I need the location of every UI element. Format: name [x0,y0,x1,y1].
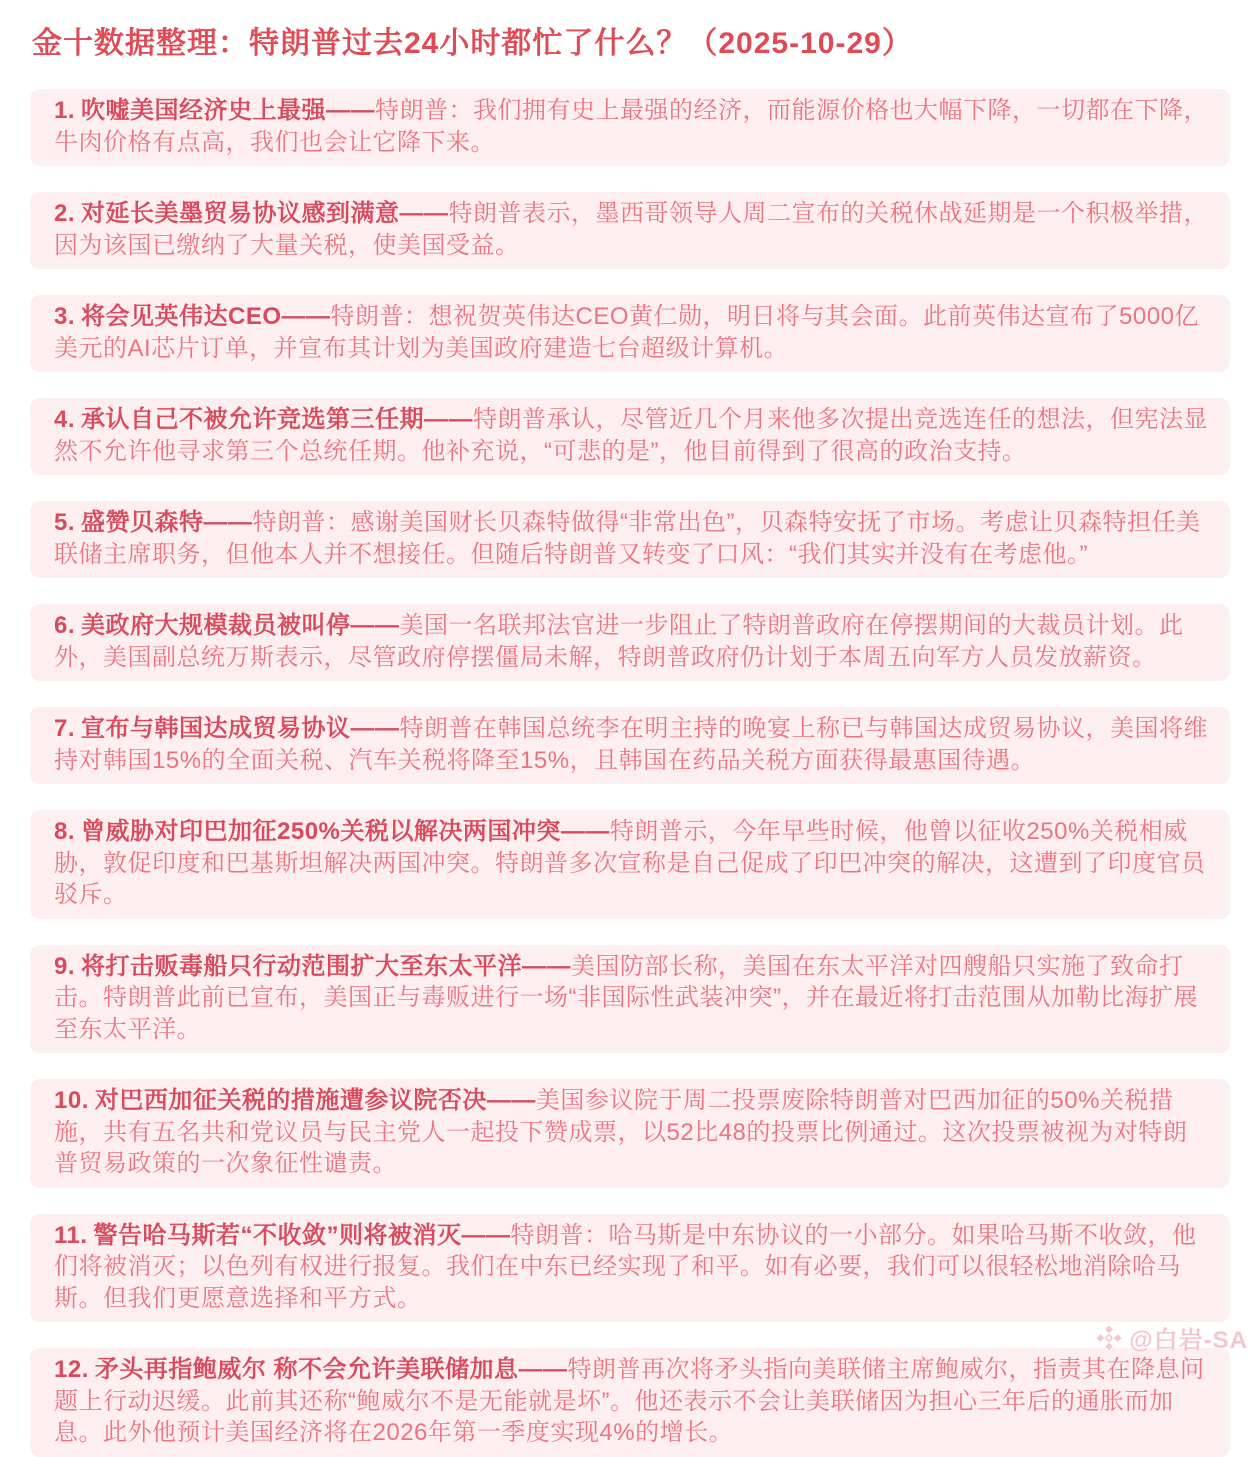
item-number: 8. [54,818,76,845]
news-item-10 [30,1079,1230,1188]
item-lead: 盛赞贝森特—— [81,509,253,536]
item-lead: 曾威胁对印巴加征250%关税以解决两国冲突—— [81,818,610,845]
item-body: 特朗普表示，墨西哥领导人周二宣布的关税休战延期是一个积极举措，因为该国已缴纳了大量关税，使美国受益。 [54,200,1209,259]
item-lead: 宣布与韩国达成贸易协议—— [81,715,400,742]
news-item-6 [30,604,1230,681]
item-number: 3. [54,303,76,330]
news-item-9 [30,945,1230,1054]
news-item-2 [30,192,1230,269]
item-body: 特朗普：哈马斯是中东协议的一小部分。如果哈马斯不收敛，他们将被消灭；以色列有权进行报复。我们在中东已经实现了和平。如有必要，我们可以很轻松地消除哈马斯。但我们更愿意选择和平方式。 [54,1221,1197,1312]
binance-diamond-icon [1094,1323,1124,1353]
news-item-4 [30,398,1230,475]
item-number: 10. [54,1087,89,1114]
item-body: 特朗普在韩国总统李在明主持的晚宴上称已与韩国达成贸易协议，美国将维持对韩国15%的全面关税、汽车关税将降至15%，且韩国在药品关税方面获得最惠国待遇。 [54,715,1209,774]
item-number: 1. [54,97,76,124]
item-lead: 警告哈马斯若“不收敛”则将被消灭—— [93,1221,511,1249]
item-lead: 将会见英伟达CEO—— [81,303,331,330]
news-item-12 [30,1348,1230,1457]
item-number: 4. [54,406,76,433]
item-number: 2. [54,200,76,227]
item-body: 美国防部长称，美国在东太平洋对四艘船只实施了致命打击。特朗普此前已宣布，美国正与毒贩进行一场“非国际性武装冲突”，并在最近将打击范围从加勒比海扩展至东太平洋。 [54,952,1198,1043]
item-body: 美国参议院于周二投票废除特朗普对巴西加征的50%关税措施，共有五名共和党议员与民主党人一起投下赞成票，以52比48的投票比例通过。这次投票被视为对特朗普贸易政策的一次象征性谴责。 [54,1087,1188,1177]
item-lead: 矛头再指鲍威尔 称不会允许美联储加息—— [94,1356,568,1383]
news-item-8 [30,810,1230,919]
item-number: 11. [54,1221,88,1249]
item-lead: 对巴西加征关税的措施遭参议院否决—— [94,1087,536,1114]
item-number: 9. [54,952,76,980]
news-item-11 [30,1214,1230,1323]
item-number: 7. [54,715,76,742]
item-number: 12. [54,1356,89,1383]
item-body: 美国一名联邦法官进一步阻止了特朗普政府在停摆期间的大裁员计划。此外，美国副总统万斯表示，尽管政府停摆僵局未解，特朗普政府仍计划于本周五向军方人员发放薪资。 [54,612,1184,671]
item-body: 特朗普：想祝贺英伟达CEO黄仁勋，明日将与其会面。此前英伟达宣布了5000亿美元的AI芯片订单，并宣布其计划为美国政府建造七台超级计算机。 [54,303,1199,362]
item-lead: 对延长美墨贸易协议感到满意—— [81,200,449,227]
news-item-1 [30,89,1230,166]
item-lead: 将打击贩毒船只行动范围扩大至东太平洋—— [81,952,572,980]
item-number: 6. [54,612,76,639]
watermark-handle: @白岩-SA [1129,1327,1248,1354]
item-lead: 吹嘘美国经济史上最强—— [81,97,376,124]
item-lead: 承认自己不被允许竞选第三任期—— [81,406,474,433]
page-title: 金十数据整理：特朗普过去24小时都忙了什么？（2025-10-29） [32,27,913,60]
news-item-5 [30,501,1230,578]
news-item-3 [30,295,1230,372]
item-body: 特朗普：感谢美国财长贝森特做得“非常出色”，贝森特安抚了市场。考虑让贝森特担任美联储主席职务，但他本人并不想接任。但随后特朗普又转变了口风：“我们其实并没有在考虑他。” [54,509,1201,568]
item-body: 特朗普示，今年早些时候，他曾以征收250%关税相威胁，敦促印度和巴基斯坦解决两国冲突。特朗普多次宣称是自己促成了印巴冲突的解决，这遭到了印度官员驳斥。 [54,818,1206,908]
item-body: 特朗普承认，尽管近几个月来他多次提出竞选连任的想法，但宪法显然不允许他寻求第三个总统任期。他补充说，“可悲的是”，他目前得到了很高的政治支持。 [54,406,1209,465]
item-lead: 美政府大规模裁员被叫停—— [81,612,400,639]
news-item-7 [30,707,1230,784]
item-number: 5. [54,509,76,536]
item-body: 特朗普再次将矛头指向美联储主席鲍威尔，指责其在降息问题上行动迟缓。此前其还称“鲍威尔不是无能就是坏”。他还表示不会让美联储因为担心三年后的通胀而加息。此外他预计美国经济将在2026年第一季度实现4%的增长。 [54,1356,1205,1446]
watermark [1094,1320,1248,1355]
item-body: 特朗普：我们拥有史上最强的经济，而能源价格也大幅下降，一切都在下降，牛肉价格有点高，我们也会让它降下来。 [54,97,1209,156]
